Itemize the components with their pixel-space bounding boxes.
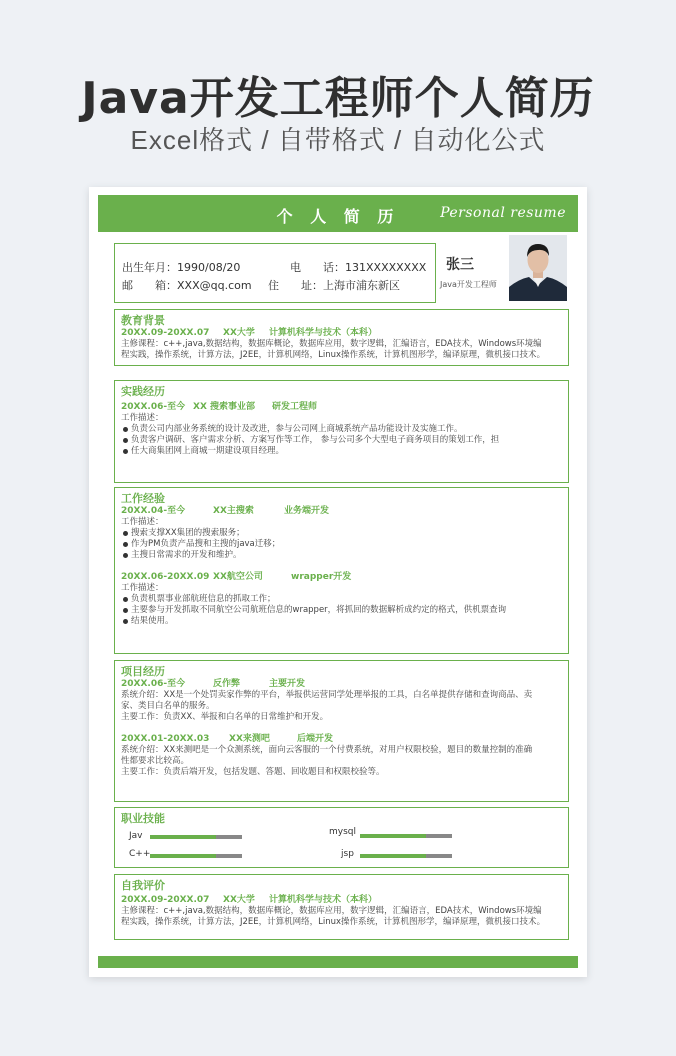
skills-section (114, 807, 569, 868)
profile-box (114, 243, 436, 303)
evaluation-line: 主修课程：c++,java,数据结构，数据库概论，数据库应用，数字逻辑，汇编语言，EDA技术，Windows环境编 (121, 906, 542, 916)
work-header (121, 571, 562, 583)
practice-title: 实践经历 (121, 385, 165, 398)
project-name: XX来测吧 (229, 734, 270, 744)
work-period: 20XX.06-20XX.09 (121, 572, 210, 582)
phone-value: 131XXXXXXXX (345, 261, 427, 274)
project-header (121, 678, 562, 690)
evaluation-school: XX大学 (223, 895, 255, 905)
work-bullet: 作为PM负责产品搜和主搜的java迁移； (121, 539, 562, 550)
education-title: 教育背景 (121, 314, 165, 327)
phone-row (290, 259, 426, 275)
skill-label: Jav (129, 831, 143, 841)
education-line: 主修课程：c++,java,数据结构，数据库概论，数据库应用，数字逻辑，汇编语言，EDA技术，Windows环境编 (121, 339, 542, 349)
page-subtitle: Excel格式 / 自带格式 / 自动化公式 (130, 125, 546, 155)
evaluation-title: 自我评价 (121, 879, 165, 892)
work-header (121, 505, 562, 517)
practice-role: 研发工程师 (272, 402, 318, 412)
work-period: 20XX.04-至今 (121, 506, 186, 516)
work-bullet: 搜索支撑XX集团的搜索服务； (121, 528, 562, 539)
skill-bar-fill (150, 835, 216, 839)
candidate-name: 张三 (446, 257, 474, 273)
skill-bar (360, 854, 452, 858)
email-value: XXX@qq.com (177, 279, 252, 292)
banner-title: 个 人 简 历 (276, 207, 400, 226)
project-line: 主要工作：负责后端开发，包括发题、答题、回收题目和权限校验等。 (121, 767, 385, 777)
skill-bar-fill (150, 854, 216, 858)
work-role: wrapper开发 (291, 572, 352, 582)
skill-bar (150, 854, 242, 858)
skill-label: C++ (129, 849, 151, 859)
practice-company: XX 搜索事业部 (193, 402, 256, 412)
project-line: 系统介绍：XX来测吧是一个众测系统，面向云客服的一个付费系统，对用户权限校验，题目的数量控制的准确 (121, 745, 533, 755)
work-title: 工作经验 (121, 492, 165, 505)
work-desc-label: 工作描述： (121, 583, 164, 593)
work-role: 业务端开发 (284, 506, 330, 516)
skill-bar (360, 834, 452, 838)
projects-section (114, 660, 569, 802)
practice-bullet: 负责公司内部业务系统的设计及改进，参与公司网上商城系统产品功能设计及实施工作。 (121, 424, 562, 435)
evaluation-header (121, 894, 562, 906)
skill-bar (150, 835, 242, 839)
work-company: XX主搜索 (213, 506, 254, 516)
education-header (121, 327, 562, 339)
project-line: 主要工作：负责XX、举报和白名单的日常维护和开发。 (121, 712, 329, 722)
work-desc-label: 工作描述： (121, 517, 164, 527)
work-bullet: 主要参与开发抓取不同航空公司航班信息的wrapper，将抓回的数据解析成约定的格式，供机票查询 (121, 605, 562, 616)
project-line: 家、类目白名单的服务。 (121, 701, 215, 711)
work-bullet: 负责机票事业部航班信息的抓取工作； (121, 594, 562, 605)
phone-label: 电 话： (290, 261, 345, 274)
education-period: 20XX.09-20XX.07 (121, 328, 210, 338)
birth-row (122, 259, 240, 275)
education-school: XX大学 (223, 328, 255, 338)
candidate-job: Java开发工程师 (440, 280, 497, 289)
practice-bullet: 负责客户调研、客户需求分析、方案写作等工作， 参与公司多个大型电子商务项目的策划工作，担 (121, 435, 562, 446)
work-company: XX航空公司 (213, 572, 263, 582)
evaluation-section (114, 874, 569, 940)
projects-title: 项目经历 (121, 665, 165, 678)
address-row (268, 277, 400, 293)
address-value: 上海市浦东新区 (323, 279, 400, 292)
evaluation-major: 计算机科学与技术（本科） (269, 895, 378, 905)
birth-value: 1990/08/20 (177, 261, 241, 274)
practice-header (121, 401, 562, 413)
skill-label: jsp (341, 849, 354, 859)
email-row (122, 277, 252, 293)
work-section (114, 487, 569, 654)
project-line: 系统介绍：XX是一个处罚卖家作弊的平台，举报供运营同学处理举报的工具，白名单提供存储和查询商品、卖 (121, 690, 533, 700)
birth-label: 出生年月： (122, 261, 177, 274)
work-bullet: 结果使用。 (121, 616, 562, 627)
page-title: Java开发工程师个人简历 (81, 73, 595, 124)
project-period: 20XX.01-20XX.03 (121, 734, 210, 744)
email-label: 邮 箱： (122, 279, 177, 292)
education-section (114, 309, 569, 366)
practice-section (114, 380, 569, 483)
practice-period: 20XX.06-至今 (121, 402, 186, 412)
education-line: 程实践，操作系统，计算方法，J2EE，计算机网络，Linux操作系统，计算机图形学，编译原理，微机接口技术。 (121, 350, 546, 360)
education-major: 计算机科学与技术（本科） (269, 328, 378, 338)
portrait-image (509, 235, 567, 301)
footer-bar (98, 956, 578, 968)
skills-title: 职业技能 (121, 812, 165, 825)
resume-banner (98, 195, 578, 232)
address-label: 住 址： (268, 279, 323, 292)
project-period: 20XX.06-至今 (121, 679, 186, 689)
project-role: 主要开发 (269, 679, 306, 689)
project-role: 后端开发 (297, 734, 334, 744)
resume-sheet (89, 187, 587, 977)
skill-label: mysql (329, 827, 356, 837)
project-name: 反作弊 (213, 679, 241, 689)
work-bullet: 主搜日常需求的开发和维护。 (121, 550, 562, 561)
practice-desc-label: 工作描述： (121, 413, 164, 423)
skill-bar-fill (360, 854, 426, 858)
evaluation-line: 程实践，操作系统，计算方法，J2EE，计算机网络，Linux操作系统，计算机图形学，编译原理，微机接口技术。 (121, 917, 546, 927)
skill-bar-fill (360, 834, 426, 838)
profile-photo (509, 235, 567, 301)
project-header (121, 733, 562, 745)
evaluation-period: 20XX.09-20XX.07 (121, 895, 210, 905)
practice-bullet: 任大商集团网上商城一期建设项目经理。 (121, 446, 562, 457)
banner-english: Personal resume (440, 205, 566, 221)
project-line: 性都要求比较高。 (121, 756, 190, 766)
